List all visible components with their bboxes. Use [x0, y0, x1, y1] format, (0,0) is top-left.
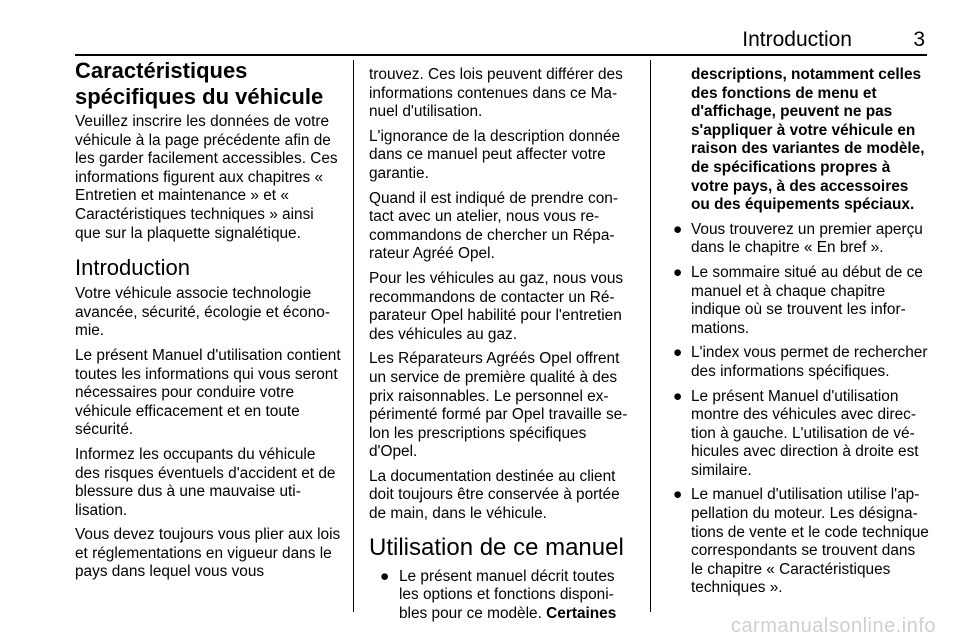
paragraph: trouvez. Ces lois peuvent différer des informations contenues dans ce Manuel d'utilisation. [369, 66, 623, 121]
list-item-text: Le présent Manuel d'utilisation montre des véhicules avec direction à gauche. L'utilisation de véhicules avec direction à droite est similaire. [691, 387, 919, 479]
bullet-list [668, 221, 930, 598]
header-rule [75, 54, 927, 56]
paragraph: Informez les occupants du véhicule des risques éventuels d'accident et de blessure dus à une mauvaise utilisation. [75, 445, 336, 519]
paragraph: Pour les véhicules au gaz, nous vous recommandons de contacter un Réparateur Opel habilité pour l'entretien des véhicules au gaz. [369, 269, 624, 343]
bullet-list [369, 568, 634, 624]
watermark: carmanualsonline.info [730, 615, 936, 637]
list-item-text: Le présent manuel décrit toutes les options et fonctions disponibles pour ce modèle. [399, 567, 615, 622]
paragraph: Quand il est indiqué de prendre contact avec un atelier, nous vous recommandons de chercher un Réparateur Agréé Opel. [369, 189, 618, 263]
bullet-icon: ● [673, 486, 683, 504]
section-heading-using-manual: Utilisation de ce manuel [369, 533, 624, 561]
paragraph: Le présent Manuel d'utilisation contient toutes les informations qui vous seront nécessaires pour conduire votre véhicule efficacement et en toute sécurité. [75, 346, 341, 439]
list-item [369, 568, 634, 624]
paragraph: La documentation destinée au client doit toujours être conservée à portée de main, dans le véhicule. [369, 467, 620, 523]
bullet-icon: ● [380, 567, 390, 585]
page-number: 3 [913, 28, 925, 51]
column-right [668, 66, 930, 604]
bullet-icon: ● [673, 220, 683, 238]
list-item [668, 221, 930, 258]
paragraph: Les Réparateurs Agréés Opel offrent un service de première qualité à des prix raisonnables. Le personnel expérimenté formé par Opel travaille selon les prescriptions spécifiques d'Opel. [369, 350, 628, 461]
paragraph: Veuillez inscrire les données de votre véhicule à la page précédente afin de les garder facilement accessibles. Ces informations figurent aux chapitres « Entretien et maintenance » et « Caractéristiques techniques » ainsi que sur la plaquette signalétique. [75, 113, 338, 242]
list-item-bold-text: Certaines [546, 604, 617, 622]
column-divider-left [353, 60, 354, 612]
list-item [668, 264, 930, 338]
bold-continuation: descriptions, notamment celles des fonctions de menu et d'affichage, peuvent ne pas s'appliquer à votre véhicule en raison des variantes de modèle, de spécifications propres à votre pays, à des accessoires ou des équipements spéciaux. [691, 66, 925, 214]
paragraph: Vous devez toujours vous plier aux lois et réglementations en vigueur dans le pays dans lequel vous vous [75, 526, 341, 581]
list-item [668, 344, 930, 381]
list-item [668, 388, 930, 481]
list-item-text: L'index vous permet de rechercher des informations spécifiques. [691, 344, 928, 380]
section-heading-introduction: Introduction [75, 255, 190, 281]
paragraph: L'ignorance de la description donnée dans ce manuel peut affecter votre garantie. [369, 127, 621, 182]
section-heading-vehicle-specifics: Caractéristiques spécifiques du véhicule [75, 58, 324, 109]
list-item-text: Le manuel d'utilisation utilise l'appellation du moteur. Les désignations de vente et le code technique correspondants se trouvent dans le chapitre « Caractéristiques techniques ». [691, 486, 929, 597]
bullet-icon: ● [673, 387, 683, 405]
bullet-icon: ● [673, 263, 683, 281]
list-item-text: Le sommaire situé au début de ce manuel et à chaque chapitre indique où se trouvent les informations. [691, 263, 923, 337]
column-divider-right [650, 60, 651, 612]
column-left [75, 58, 343, 588]
page-header-title: Introduction [742, 28, 852, 51]
list-item [668, 486, 930, 598]
list-item-text: Vous trouverez un premier aperçu dans le chapitre « En bref ». [691, 220, 923, 257]
column-middle [369, 66, 634, 629]
paragraph: Votre véhicule associe technologie avancée, sécurité, écologie et économie. [75, 285, 330, 340]
bullet-icon: ● [673, 344, 683, 362]
